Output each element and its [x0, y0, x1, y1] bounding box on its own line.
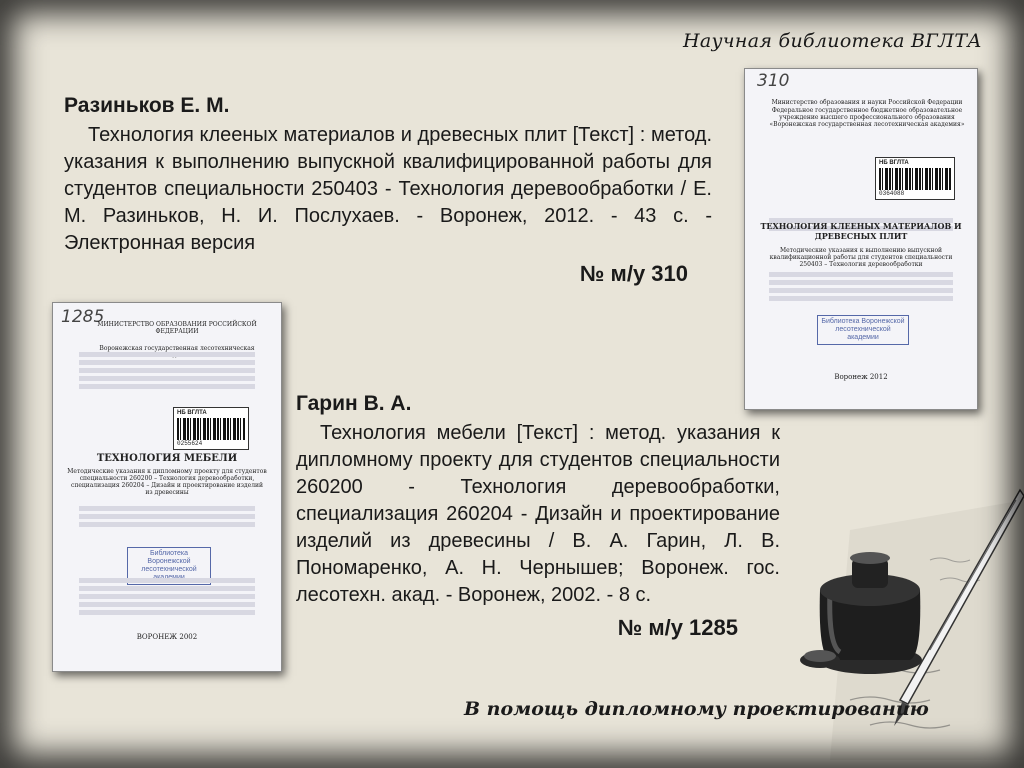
cover-barcode: [875, 157, 955, 200]
cover-year: ВОРОНЕЖ 2002: [136, 633, 198, 641]
barcode-bars: [879, 168, 951, 190]
footer-caption: В помощь дипломному проектированию: [464, 698, 929, 720]
barcode-number: 0364088: [879, 190, 905, 197]
cover-ministry: Министерство образования и науки Российской Федерации: [771, 99, 963, 106]
cover-barcode: [173, 407, 249, 450]
cover-title: ТЕХНОЛОГИЯ МЕБЕЛИ: [96, 453, 238, 464]
entry-description: Технология клееных материалов и древесных плит [Текст] : метод. указания к выполнению выпускной квалифицированной работы для студентов специальности 250403 - Технология деревообработки / Е. М. Разиньков, Н. И. Послухаев. - Воронеж, 2012. - 43 с. - Электронная версия: [64, 124, 712, 254]
cover-title: ТЕХНОЛОГИЯ КЛЕЕНЫХ МАТЕРИАЛОВ И ДРЕВЕСНЫХ ПЛИТ: [760, 221, 962, 241]
cover-year: Воронеж 2012: [834, 373, 888, 381]
entry-call-number: № м/у 1285: [617, 615, 738, 640]
entry-description: Технология мебели [Текст] : метод. указания к дипломному проекту для студентов специальности 260200 - Технология деревообработки, специализация 260204 - Дизайн и проектирование изделий из древесины / В. А. Гарин, Л. В. Пономаренко, А. Н. Чернышев; Воронеж. гос. лесотехн. акад. - Воронеж, 2002. - 8 с.: [296, 422, 780, 606]
barcode-number: 0255624: [177, 440, 203, 447]
bibliographic-entry-2: [296, 392, 780, 641]
barcode-label: НБ ВГЛТА: [879, 160, 909, 166]
entry-author: Разиньков Е. М.: [64, 94, 230, 117]
cover-ministry: МИНИСТЕРСТВО ОБРАЗОВАНИЯ РОССИЙСКОЙ ФЕДЕРАЦИИ: [97, 321, 257, 335]
barcode-label: НБ ВГЛТА: [177, 410, 207, 416]
book-cover-1: [744, 68, 978, 410]
library-stamp: Библиотека Воронежской лесотехнической академии: [817, 315, 909, 345]
cover-handwritten-number: 310: [757, 71, 790, 91]
bibliographic-entry-1: [64, 94, 712, 287]
barcode-bars: [177, 418, 245, 440]
entry-author: Гарин В. А.: [296, 392, 412, 415]
cover-handwritten-number: 1285: [61, 307, 105, 327]
entry-call-number: № м/у 310: [579, 261, 688, 286]
cover-institution: Воронежская государственная лесотехническая: [99, 345, 255, 352]
book-cover-2: [52, 302, 282, 672]
cover-subtitle: Методические указания к выполнению выпускной квалификационной работы для студентов специальности 250403 – Технология деревообработки: [769, 247, 953, 268]
cover-subtitle: Методические указания к дипломному проекту для студентов специальности 260200 – Технология деревообработки, специализация 260204 – Дизайн и проектирование изделий из древесины: [67, 468, 267, 496]
cover-institution: Федеральное государственное бюджетное образовательное учреждение высшего профессионального образования «Воронежская государственная лесотехническая академия»: [769, 107, 965, 128]
library-name-title: Научная библиотека ВГЛТА: [682, 30, 982, 52]
library-stamp: Библиотека Воронежской лесотехнической: [127, 547, 211, 585]
